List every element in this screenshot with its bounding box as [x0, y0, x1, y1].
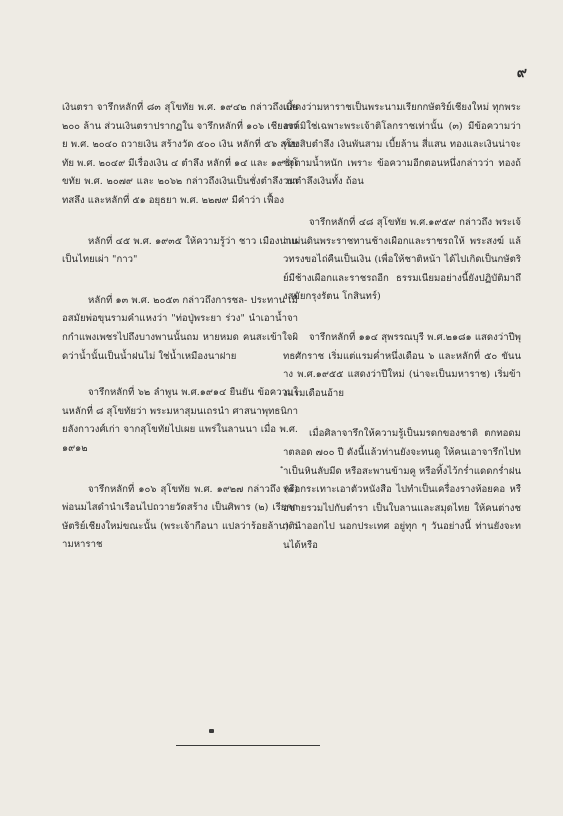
footer-dot: [209, 729, 214, 733]
paragraph-irrigation: หลักที่ ๑๓ พ.ศ. ๒๐๕๓ กล่าวถึงการชล- ประทาน เมื่อสมัยพ่อขุนรามคำแหงว่า "ท่อปู่พระยา ร่วง" นำเอาน้ำจากกำแพงเพชรไปถึงบางพานนั้นถม หายหมด คนสะเข้าใจผิดว่าน้ำนั้นเป็นน้ำฝนไม่ ใช่น้ำเหมืองนาฝาย: [62, 294, 298, 362]
paragraph-nan-people: หลักที่ ๔๕ พ.ศ. ๑๙๓๕ ให้ความรู้ว่า ชาว เมืองน่านเป็นไทยเผ่า "กาว": [62, 235, 298, 266]
paragraph-currency: เงินตรา จารึกหลักที่ ๘๓ สุโขทัย พ.ศ. ๑๙๔๒ กล่าวถึงเบี้ย ๒๐๐ ล้าน ส่วนเงินตราปรากฏใน จารึกหลักที่ ๑๐๖ เชียงราย พ.ศ. ๒๐๔๐ ถวายเงิน สร้างวัด ๕๐๐ เงิน หลักที่ ๕๖ สุโขทัย พ.ศ. ๒๐๔๙ มีเรื่องเงิน ๔ ตำลึง หลักที่ ๑๔ และ ๑๙ สุโขทัย พ.ศ. ๒๐๗๙ และ ๒๐๖๒ กล่าวถึงเงินเป็นชั่งตำลึง บาทสลึง และหลักที่ ๕๑ อยุธยา พ.ศ. ๒๒๗๙ มีคำว่า เฟื้อง: [62, 102, 298, 206]
right-column: [283, 99, 521, 555]
paragraph-buddhist-era: จารึกหลักที่ ๑๑๔ สุพรรณบุรี พ.ศ.๒๑๘๑ แสดงว่าปีพุทธศักราช เริ่มแต่แรมค่ำหนึ่งเดือน ๖ และหลักที่ ๕๐ ขันนาง พ.ศ.๑๙๕๕ แสดงว่าปีใหม่ (น่าจะเป็นมหาราช) เริ่มข้างแรมเดือนอ้าย: [283, 331, 521, 399]
paragraph-lamphun-inscription: จารึกหลักที่ ๖๒ ลำพูน พ.ศ.๑๙๑๔ ยืนยัน ข้อความในหลักที่ ๘ สุโขทัยว่า พระมหาสุมนเถรนำ ศาสนาพุทธนิกายลังกาวงศ์เก่า จากสุโขทัยไปเผย แพร่ในลานนา เมื่อ พ.ศ. ๑๙๑๒: [62, 387, 298, 454]
paragraph-maharaj-continued: แสดงว่ามหาราชเป็นพระนามเรียกกษัตริย์เชียงใหม่ ทุกพระองค์มิใช่เฉพาะพระเจ้าติโลกราชเท่านั้น (๓) มีข้อความว่าทองสิบตำลึง เงินพันสาม เบี้ยล้าน สี่แสน ทองและเงินน่าจะชั่งตามน้ำหนัก เพราะ ข้อความอีกตอนหนึ่งกล่าวว่า ทองถ้วนตำลึงเงินทั้ง ถ้อน: [283, 102, 521, 188]
paragraph-sukhothai-106: จารึกหลักที่ ๑๐๖ สุโขทัย พ.ศ. ๑๙๒๗ กล่าวถึง (๑) พ่อนมไสดำนำเรือนไปถวายวัดสร้าง เป็นศิพาร (๒) เรียกกษัตริย์เชียงใหม่ขณะนั้น (พระเจ้ากือนา แปลว่าร้อยล้าน) ว่ามหาราช: [62, 483, 298, 551]
paragraph-heritage-appeal: เมื่อศิลาจารึกให้ความรู้เป็นมรดกของชาติ ตกทอดมาตลอด ๗๐๐ ปี ดังนี้แล้วท่านยังจะทนดู ให้คนเอาจารึกไปทำเป็นหินลับมีด หรือสะพานข้ามคู หรือทิ้งไว้กร่ำแดดกร่ำฝน หรือกระเทาะเอาตัวหนังสือ ไปทำเป็นเครื่องรางห้อยคอ หรือขายรวมไปกับตำรา เป็นใบลานและสมุดไทย ให้คนต่างชาตินำออกไป นอกประเทศ อยู่ทุก ๆ วันอย่างนี้ ท่านยังจะทนได้หรือ: [283, 428, 522, 551]
paragraph-white-elephant: จารึกหลักที่ ๔๘ สุโขทัย พ.ศ.๑๙๕๙ กล่าวถึง พระเจ้าแผ่นดินพระราชทานช้างเผือกและราชรถให้ พระสงฆ์ แล้วทรงขอไถ่คืนเป็นเงิน (เพื่อให้ชาติหน้า ได้ไปเกิดเป็นกษัตริย์มีช้างเผือกและราชรถอีก ธรรมเนียมอย่างนี้ยังปฏิบัติมาถึงสมัยกรุงรัตน โกสินทร์): [283, 216, 521, 303]
page-number: ๙: [516, 65, 527, 81]
left-column: [62, 99, 298, 555]
footer-rule: [176, 745, 320, 746]
